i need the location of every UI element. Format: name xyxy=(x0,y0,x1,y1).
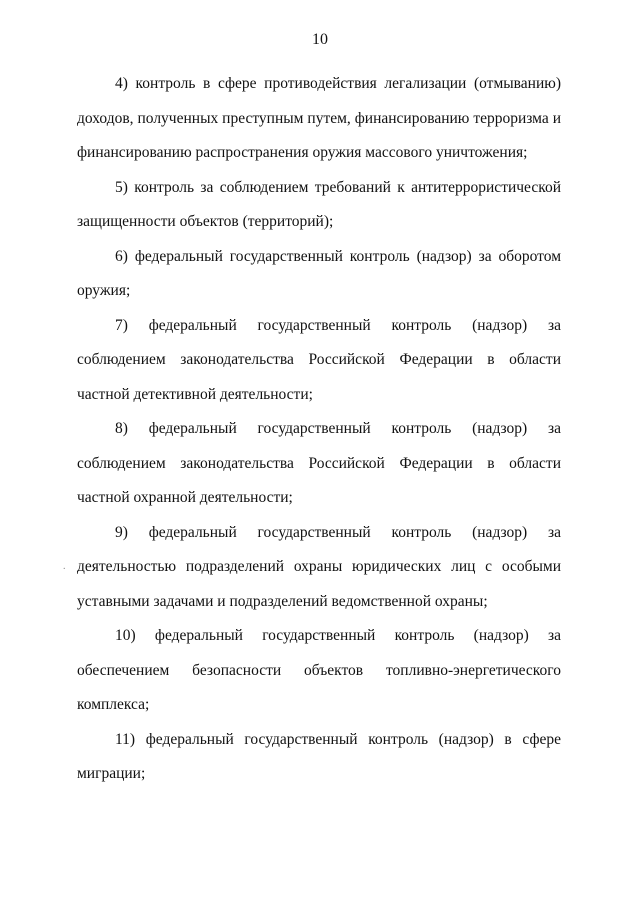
paragraph-item-6: 6) федеральный государственный контроль (надзор) за оборотом оружия; xyxy=(77,247,561,299)
paragraph-item-10: 10) федеральный государственный контроль (надзор) за обеспечением безопасности объектов топливно-энергетического комплекса; xyxy=(77,627,561,713)
document-body xyxy=(77,67,561,792)
paragraph-item-11: 11) федеральный государственный контроль (надзор) в сфере миграции; xyxy=(77,730,561,782)
paragraph-item-9: 9) федеральный государственный контроль (надзор) за деятельностью подразделений охраны юридических лиц с особыми уставными задачами и подразделений ведомственной охраны; xyxy=(77,523,561,610)
paragraph-item-7: 7) федеральный государственный контроль (надзор) за соблюдением законодательства Российской Федерации в области частной детективной деятельности; xyxy=(77,316,561,403)
paragraph-item-4: 4) контроль в сфере противодействия легализации (отмыванию) доходов, полученных преступным путем, финансированию терроризма и финансированию распространения оружия массового уничтожения; xyxy=(77,75,561,161)
scan-margin-mark: . xyxy=(63,561,66,572)
page-number: 10 xyxy=(312,31,328,48)
paragraph-item-8: 8) федеральный государственный контроль (надзор) за соблюдением законодательства Российской Федерации в области частной охранной деятельности; xyxy=(77,420,561,506)
paragraph-item-5: 5) контроль за соблюдением требований к антитеррористической защищенности объектов (территорий); xyxy=(77,178,561,230)
